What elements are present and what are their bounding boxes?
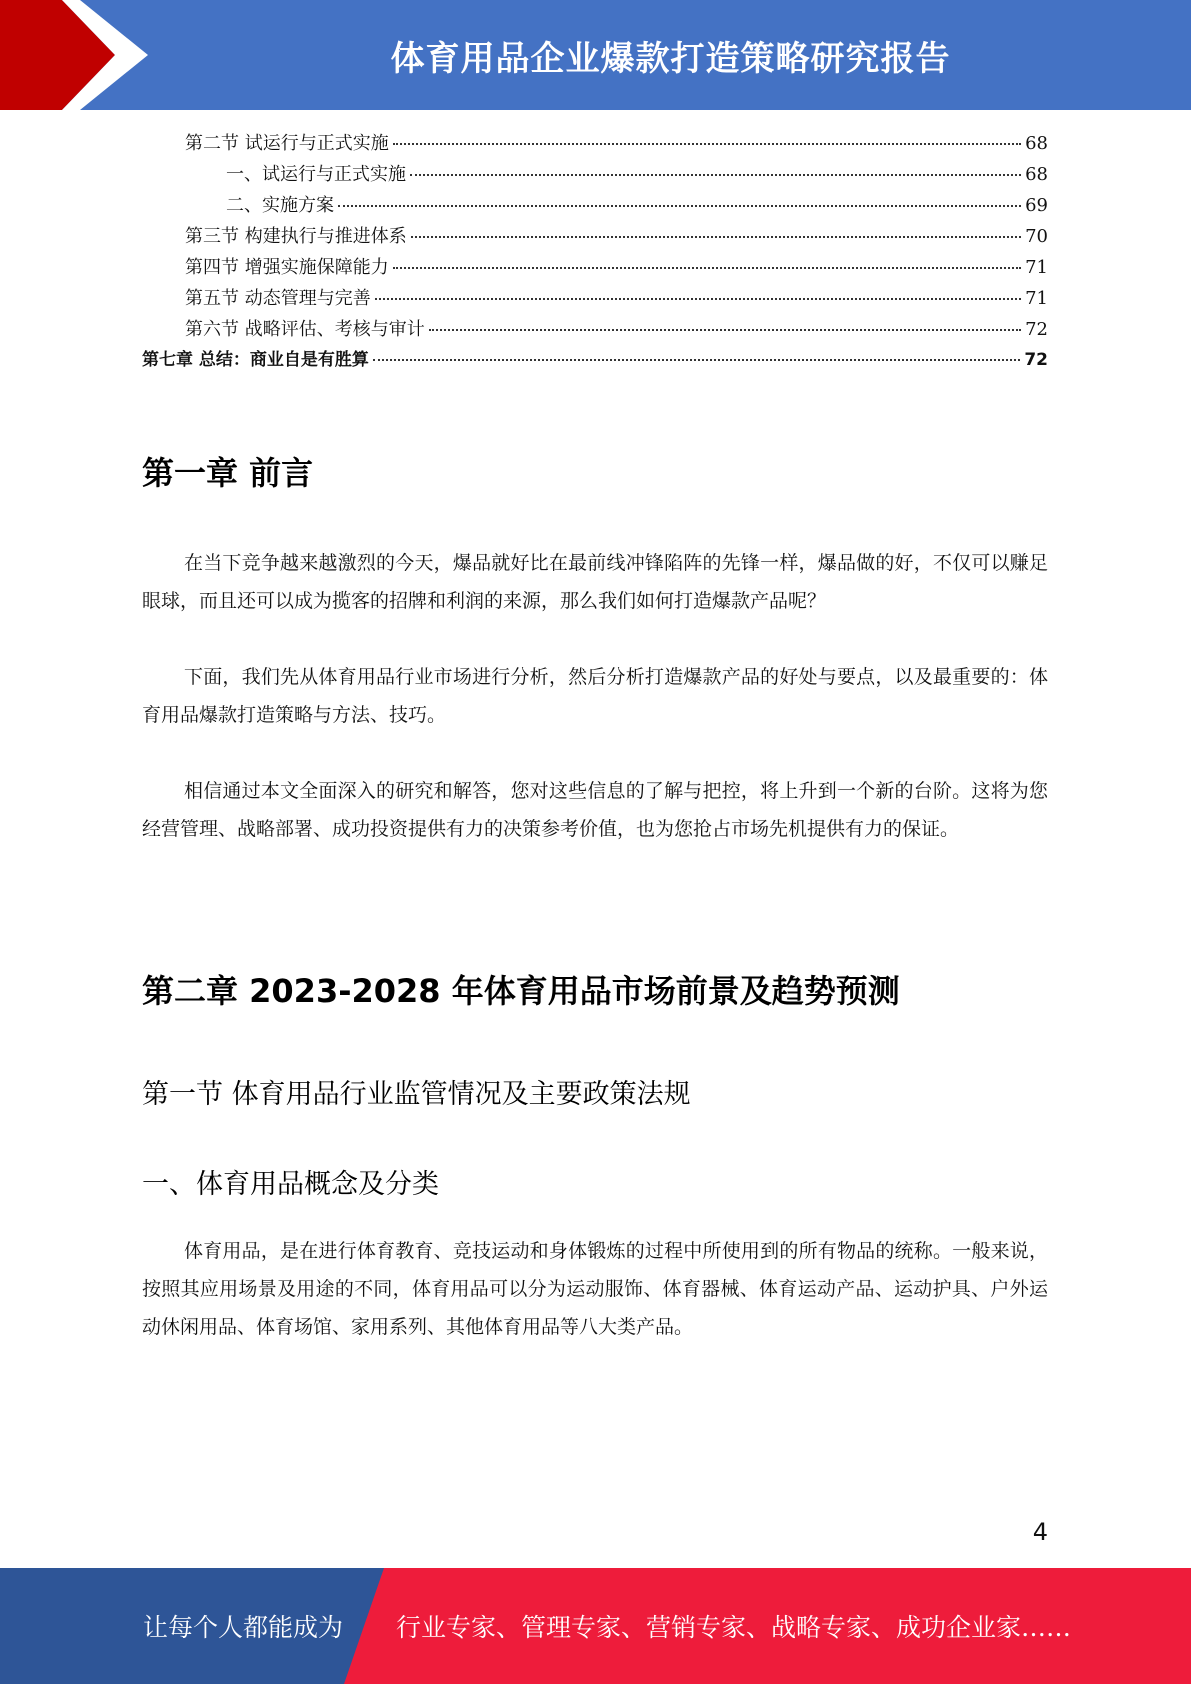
toc-entry-title: 第三节 构建执行与推进体系 <box>185 226 407 247</box>
chapter-1-paragraph-2: 下面，我们先从体育用品行业市场进行分析，然后分析打造爆款产品的好处与要点，以及最重要的：体育用品爆款打造策略与方法、技巧。 <box>142 666 1048 726</box>
footer-slogan-right: 行业专家、管理专家、营销专家、战略专家、成功企业家…… <box>396 1613 1072 1642</box>
toc-entry[interactable] <box>142 252 1048 283</box>
toc-leader-dots <box>375 297 1021 300</box>
subsection-heading: 一、体育用品概念及分类 <box>142 1169 439 1200</box>
toc-entry-page: 70 <box>1025 226 1048 247</box>
toc-entry[interactable] <box>142 159 1048 190</box>
toc-entry-page: 68 <box>1025 133 1048 154</box>
toc-entry-page: 69 <box>1025 195 1048 216</box>
chapter-1-heading: 第一章 前言 <box>142 454 314 492</box>
chapter-2-heading: 第二章 2023-2028 年体育用品市场前景及趋势预测 <box>142 972 900 1010</box>
toc-entry-title: 第五节 动态管理与完善 <box>185 288 371 309</box>
toc-entry-title: 第六节 战略评估、考核与审计 <box>185 319 425 340</box>
toc-leader-dots <box>411 235 1021 238</box>
toc-entry-title: 二、实施方案 <box>226 195 334 216</box>
toc-entry-page: 72 <box>1025 319 1048 340</box>
toc-entry[interactable] <box>142 283 1048 314</box>
toc-leader-dots <box>429 328 1021 331</box>
toc-entry-title: 第七章 总结：商业自是有胜算 <box>142 350 369 370</box>
toc-entry-chapter[interactable] <box>142 345 1048 376</box>
chevron-arrow-icon <box>0 0 150 110</box>
chapter-1-paragraph-1: 在当下竞争越来越激烈的今天，爆品就好比在最前线冲锋陷阵的先锋一样，爆品做的好，不仅可以赚足眼球，而且还可以成为揽客的招牌和利润的来源，那么我们如何打造爆款产品呢？ <box>142 552 1048 612</box>
toc-entry[interactable] <box>142 314 1048 345</box>
toc-entry-page: 72 <box>1024 350 1048 370</box>
footer-slogan-left: 让每个人都能成为 <box>143 1613 344 1642</box>
toc-entry-page: 71 <box>1025 288 1048 309</box>
section-heading: 第一节 体育用品行业监管情况及主要政策法规 <box>142 1079 691 1110</box>
toc-leader-dots <box>393 266 1021 269</box>
toc-entry-page: 71 <box>1025 257 1048 278</box>
toc-entry[interactable] <box>142 190 1048 221</box>
page-number: 4 <box>1032 1518 1048 1546</box>
toc-entry-title: 一、试运行与正式实施 <box>226 164 406 185</box>
toc-leader-dots <box>373 358 1020 361</box>
toc-entry-title: 第四节 增强实施保障能力 <box>185 257 389 278</box>
report-title: 体育用品企业爆款打造策略研究报告 <box>390 38 951 79</box>
chapter-2-paragraph: 体育用品，是在进行体育教育、竞技运动和身体锻炼的过程中所使用到的所有物品的统称。一般来说，按照其应用场景及用途的不同，体育用品可以分为运动服饰、体育器械、体育运动产品、运动护具、户外运动休闲用品、体育场馆、家用系列、其他体育用品等八大类产品。 <box>142 1240 1048 1338</box>
toc-leader-dots <box>338 204 1021 207</box>
page-header <box>0 0 1191 110</box>
table-of-contents <box>142 128 1048 376</box>
toc-entry-title: 第二节 试运行与正式实施 <box>185 133 389 154</box>
toc-leader-dots <box>410 173 1021 176</box>
toc-entry[interactable] <box>142 128 1048 159</box>
toc-entry-page: 68 <box>1025 164 1048 185</box>
toc-entry[interactable] <box>142 221 1048 252</box>
page-footer <box>0 1568 1191 1684</box>
chapter-1-paragraph-3: 相信通过本文全面深入的研究和解答，您对这些信息的了解与把控，将上升到一个新的台阶。这将为您经营管理、战略部署、成功投资提供有力的决策参考价值，也为您抢占市场先机提供有力的保证。 <box>142 780 1048 840</box>
toc-leader-dots <box>393 142 1021 145</box>
